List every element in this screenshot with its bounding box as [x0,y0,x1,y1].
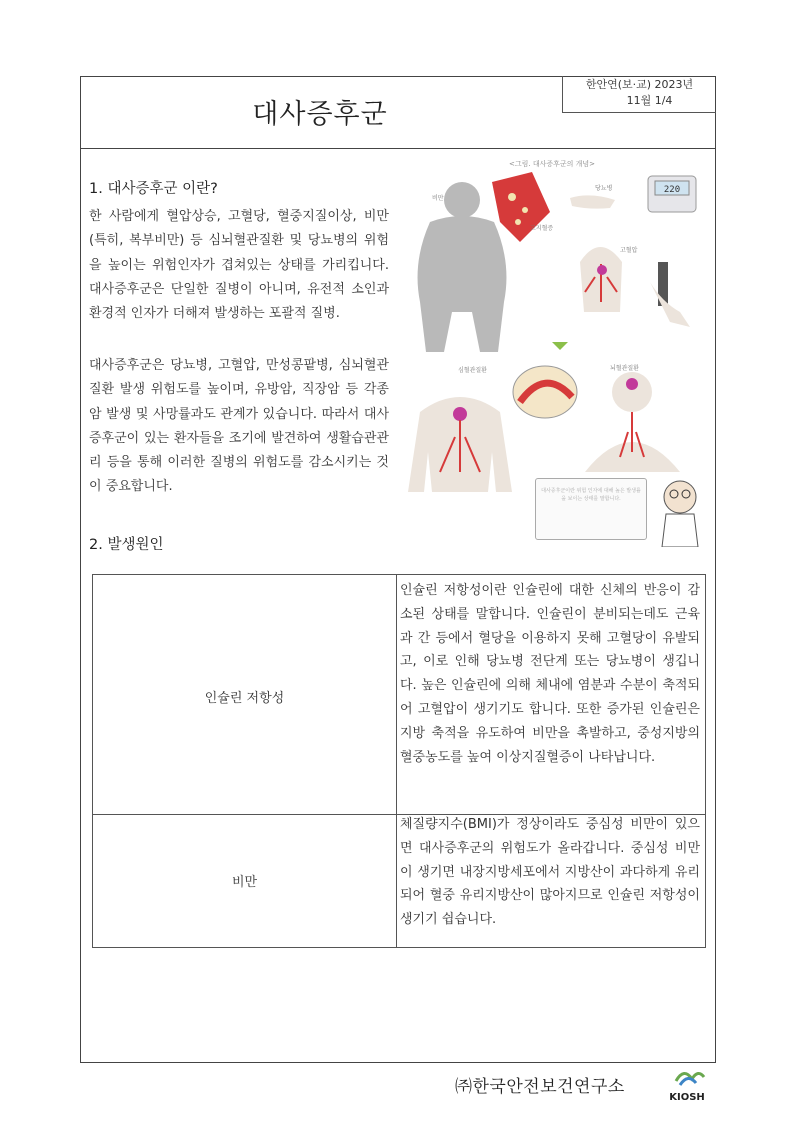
meter-reading: 220 [663,185,681,195]
down-arrow-icon [552,342,568,350]
logo-text: KIOSH [669,1092,705,1103]
label-brain: 뇌혈관질환 [610,365,639,372]
meta-issuer: 한안연(보·교) 2023년 [585,78,694,91]
header-divider [80,148,716,149]
table-column-divider [396,575,397,947]
causes-table [92,574,706,948]
doctor-cartoon-icon [662,481,698,547]
table-row-label: 비만 [231,875,258,890]
figure-caption: <그림. 대사증후군의 개념> [508,160,596,168]
figure-callout-box: 대사증후군이란 위험 인자에 대해 높은 발생률을 보이는 상태를 말합니다. [535,478,647,540]
obese-body-icon [418,182,507,352]
glucose-meter-icon [570,176,696,212]
section1-heading: 1. 대사증후군 이란? [89,181,218,197]
section1-paragraph2: 대사증후군은 당뇨병, 고혈압, 만성콩팥병, 심뇌혈관질환 발생 위험도를 높이며, 유방암, 직장암 등 각종 암 발생 및 사망률과도 관계가 있습니다. 따라서 대사증후군이 있는 환자들을 조기에 발견하여 생활습관관리 등을 통해 이러한 질병의 위험도를 감소시키는 것이 중요합니다. [89,358,389,495]
kiosh-logo [662,1063,712,1103]
document-title: 대사증후군 [252,99,388,130]
cardiovascular-icon [408,366,577,492]
blood-pressure-icon [580,247,690,327]
document-meta-box [562,76,716,113]
footer-organization: ㈜한국안전보건연구소 [455,1077,625,1097]
label-bp: 고혈압 [620,247,638,254]
label-obesity: 비만 [432,195,444,202]
label-cardio: 심혈관질환 [458,367,487,374]
table-row-label: 인슐린 저항성 [204,691,285,706]
label-lipid: 고지혈증 [530,225,554,232]
table-row-text: 인슐린 저항성이란 인슐린에 대한 신체의 반응이 감소된 상태를 말합니다. 인슐린이 분비되는데도 근육과 간 등에서 혈당을 이용하지 못해 고혈당이 유발되고, 이로 인해 당뇨병 전단계 또는 당뇨병이 생깁니다. 높은 인슐린에 의해 체내에 염분과 수분이 축적되어 고혈압이 생기기도 합니다. 또한 증가된 인슐린은 지방 축적을 유도하여 비만을 촉발하고, 중성지방의 혈중농도를 높여 이상지질혈증이 나타납니다. [400,583,700,765]
table-row-text: 체질량지수(BMI)가 정상이라도 중심성 비만이 있으면 대사증후군의 위험도가 올라갑니다. 중심성 비만이 생기면 내장지방세포에서 지방산이 과다하게 유리되어 혈중 유리지방산이 많아지므로 인슐린 저항성이 생기기 쉽습니다. [400,817,700,928]
meta-date-page: 11월 1/4 [626,94,673,107]
label-diabetes: 당뇨병 [595,185,613,192]
section2-heading: 2. 발생원인 [89,537,164,553]
section1-paragraph1: 한 사람에게 혈압상승, 고혈당, 혈중지질이상, 비만(특히, 복부비만) 등 심뇌혈관질환 및 당뇨병의 위험을 높이는 위험인자가 겹쳐있는 상태를 가리킵니다. 대사증후군은 단일한 질병이 아니며, 유전적 소인과 환경적 인자가 더해져 발생하는 포괄적 질병. [89,209,389,322]
cerebrovascular-icon [585,372,680,472]
